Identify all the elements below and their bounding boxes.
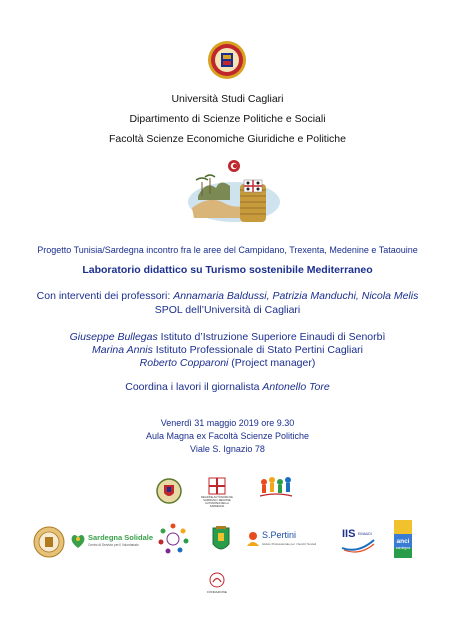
anci-sardegna-logo [392,520,414,558]
anci-title: anci [396,538,410,545]
participant-2 [0,344,455,357]
university-seal-small-icon [33,526,65,558]
participant-name: Giuseppe Bullegas [69,331,158,343]
event-venue: Aula Magna ex Facoltà Scienze Politiche [145,431,310,441]
fondazione-emblem-icon [209,572,225,588]
sea-and-tower-illustration [186,158,282,226]
speakers-intro: Con interventi dei professori: [36,290,174,302]
faculty-name: Facoltà Scienze Economiche Giuridiche e Politiche [109,133,346,145]
sardegna-solidale-subtitle: Centro di Servizio per il Volontariato [88,543,139,547]
heart-hands-icon [70,532,86,550]
fondazione-logo [198,572,236,602]
pertini-emblem-icon [246,531,260,547]
moderator-name: Antonello Tore [262,381,330,393]
participant-role: Istituto Professionale di Stato Pertini Cagliari [152,344,363,356]
istituto-pertini-logo [246,528,320,554]
regione-shield-icon [209,478,225,494]
event-date: Venerdì 31 maggio 2019 ore 9.30 [160,418,295,428]
participant-1 [0,331,455,344]
iis-subtitle: EINAUDI [358,532,372,536]
circle-of-people-icon [156,522,190,556]
speakers-affiliation: SPOL dell’Università di Cagliari [154,304,301,316]
project-description: Progetto Tunisia/Sardegna incontro fra le aree del Campidano, Trexenta, Medenine e Tataouine [37,245,418,255]
sardegna-solidale-logo [70,530,154,554]
regione-caption: REGIONE AUTÒNOMA DE SARDIGNA / REGIONE AUTONOMA DELLA SARDEGNA [201,496,233,508]
participant-3 [0,357,455,370]
moderator-prefix: Coordina i lavori il giornalista [125,381,263,393]
town-coat-of-arms-icon [210,526,232,556]
pertini-subtitle: Istituto Professionale per i Servizi Sociali [262,542,317,546]
participant-name: Roberto Copparoni [139,357,229,369]
anci-subtitle: sardegna [395,546,411,550]
iis-title: IIS [342,528,356,540]
department-name: Dipartimento di Scienze Politiche e Sociali [129,113,326,125]
sardegna-solidale-title: Sardegna Solidale [88,533,154,542]
fondazione-caption: FONDAZIONE [207,590,227,594]
colorful-figures-logo-icon [258,474,294,500]
regione-sardegna-logo [198,478,236,508]
event-title: Laboratorio didattico su Turismo sostenibile Mediterraneo [82,264,373,276]
university-seal-icon [207,40,247,80]
speakers-line [0,290,455,303]
iis-einaudi-logo [340,526,376,554]
moderator-line [0,381,455,394]
participant-role: (Project manager) [228,357,316,369]
participant-role: Istituto d’Istruzione Superiore Einaudi di Senorbì [157,331,386,343]
municipality-crest-icon [156,478,182,504]
participant-name: Marina Annis [92,344,153,356]
pertini-title: S.Pertini [262,530,297,540]
professors-names: Annamaria Baldussi, Patrizia Manduchi, Nicola Melis [173,290,419,302]
event-address: Viale S. Ignazio 78 [190,444,265,454]
university-name: Università Studi Cagliari [171,93,284,105]
